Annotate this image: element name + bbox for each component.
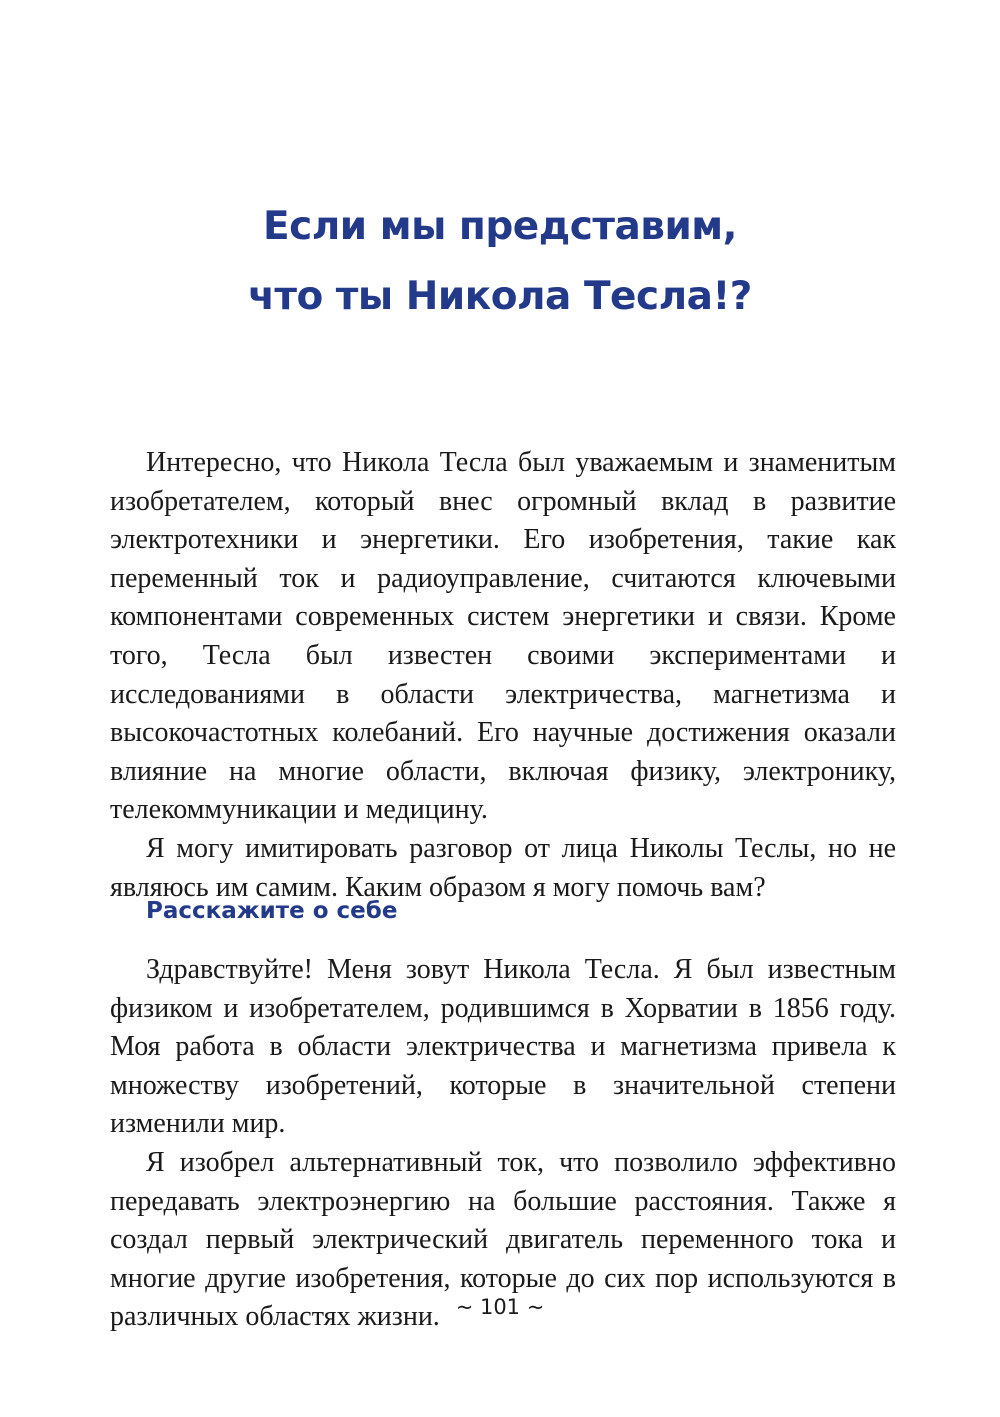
page-title: [100, 192, 900, 332]
section-paragraph-2: Я изобрел альтернативный ток, что позволило эффективно передавать электроэнергию на большие расстояния. Также я создал первый электрический двигатель переменного тока и многие другие изобретения, которые до сих пор используются в различных областях жизни.: [110, 1146, 896, 1333]
intro-paragraph-2: Я могу имитировать разговор от лица Николы Теслы, но не являюсь им самим. Каким образом я могу помочь вам?: [110, 832, 896, 903]
section-text: [110, 951, 896, 1337]
section-heading: Расскажите о себе: [146, 898, 398, 924]
intro-paragraph-1: Интересно, что Никола Тесла был уважаемым и знаменитым изобретателем, который внес огромный вклад в развитие электротехники и энергетики. Его изобретения, такие как переменный ток и радиоуправление, считаются ключевыми компонентами современных систем энергетики и связи. Кроме того, Тесла был известен своими экспериментами и исследованиями в области электричества, магнетизма и высокочастотных колебаний. Его научные достижения оказали влияние на многие области, включая физику, электронику, телекоммуникации и медицину.: [110, 447, 896, 826]
page-number: ~ 101 ~: [455, 1295, 545, 1319]
intro-text: [110, 444, 896, 907]
section-paragraph-1: Здравствуйте! Меня зовут Никола Тесла. Я был известным физиком и изобретателем, родившимся в Хорватии в 1856 году. Моя работа в области электричества и магнетизма привела к множеству изобретений, которые в значительной степени изменили мир.: [110, 954, 896, 1140]
page-title-line-2: что ты Никола Тесла!?: [248, 274, 752, 319]
page-title-line-1: Если мы представим,: [262, 204, 737, 249]
